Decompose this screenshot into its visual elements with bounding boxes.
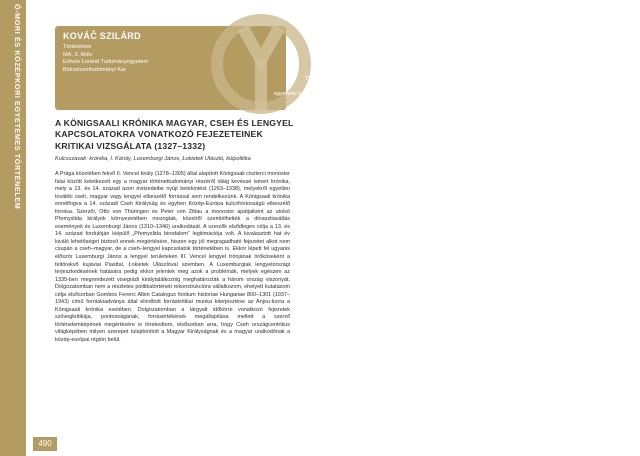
keywords: Kulcsszavak: krónika, I. Károly, Luxemburgi János, Łokietek Ulászló, külpolitika [55,156,251,162]
author-details [63,44,148,74]
author-detail-semester: MA, 3. félév [63,51,93,58]
supervisor-block [241,76,337,98]
page-number: 490 [33,437,57,451]
author-name: KOVÁČ SZILÁRD [63,31,141,41]
sidebar-strip [0,0,26,456]
supervisor-name: Bagi Dániel [308,83,337,90]
author-detail-field: Történelem [63,44,92,50]
article-title: A KÖNIGSAALI KRÓNIKA MAGYAR, CSEH ÉS LENGYEL KAPCSOLATOKRA VONATKOZÓ FEJEZETEINEK KRITIKAI VIZSGÁLATA (1327–1332) [55,118,294,151]
article-body: A Prága közelében fekvő II. Vencel király (1278–1305) által alapított Königsaali ciszterci monostor falai között keletkezett egy a magyar történettudományi részéről idáig kevéssé ismert krónika, mely a 13. és 14. század azon évtizedeibe nyújt betekintést (1263–1338), melyekről egyetlen további cseh, magyar vagy lengyel elbeszélő forrással sem rendelkezünk. A Königsaali krónika ennélfogva a 14. századi Cseh Királyság és egyben Közép-Európa kulcsfontosságú elbeszélő forrása. Szerzői, Otto von Thüringen és Peter von Zittau a monostor apátjaiként az utolsó Přemyslida királyok környezetében mozogtak, közelről szemlélhették a dinasztiaváltás eseményeit és Luxemburgi János (1310–1346) uralkodását. A szerzők elsődleges célja a 13. és 14. század fordulóján kiépülő „Přemyslida birodalom” legitimációja volt. A kivalasztott hat év kiváló lehetőséget biztosít ennek megértésére, hiszen egy jól megragadható fejezetet alkot nem csupán a cseh–magyar, de a cseh–lengyel kapcsolatok történetében is. Ekkor lépett fel ugyanis először Luxemburgi János a lengyel területeken III. Vencel lengyel trónjának örököseként a feltörekvő kujáviai Piasttal, Łokietek Ulászlóval szemben. A Luxemburgiak lengyelországi terjeszkedésének hatására pedig ekkor jelentek meg azok a problémák, melyek egészen az 1335-ben megrendezett visegrádi királytalálkozóig meghatározták a három ország viszonyát. Dolgozatomban nem a részletes politikatörténeti rekonstrukcióra vállalkozom, ehelyett kutatásom célja elsősorban Gombos Ferenc Albin Catalogus fontium historiae Hungariae 800–1301 (1937–1943) című forráskiadványa által elindított forráskritikai munka kiterjesztése az Anjou-korra a Königsaali krónika esetében. Dolgozatomban a tárgyalt időkörre vonatkozó fejezetek szövegkritikája, pontosságának, forrásértékének megállapítása mellett a szerző történelemképének megértésére is törekedtem, elsősorban arra, hogy Cseh országcentrikus világképében milyen szerepet tulajdonított a Magyar Királyságnak és a magyar uralkodónak a közép-európai régión belül. [55,171,290,344]
author-detail-university: Eötvös Loránd Tudományegyetem [63,59,149,66]
author-detail-faculty: Bölcsészettudományi Kar [63,66,127,73]
running-title: Ó-MORI ÉS KÖZÉPKORI EGYETEMES TÖRTÉNELEM [13,4,22,210]
supervisor-title: egyetemi tanár, PTE BTK [273,90,337,97]
supervisor-label: Témavezető: [304,76,337,82]
author-header-box [55,26,337,110]
